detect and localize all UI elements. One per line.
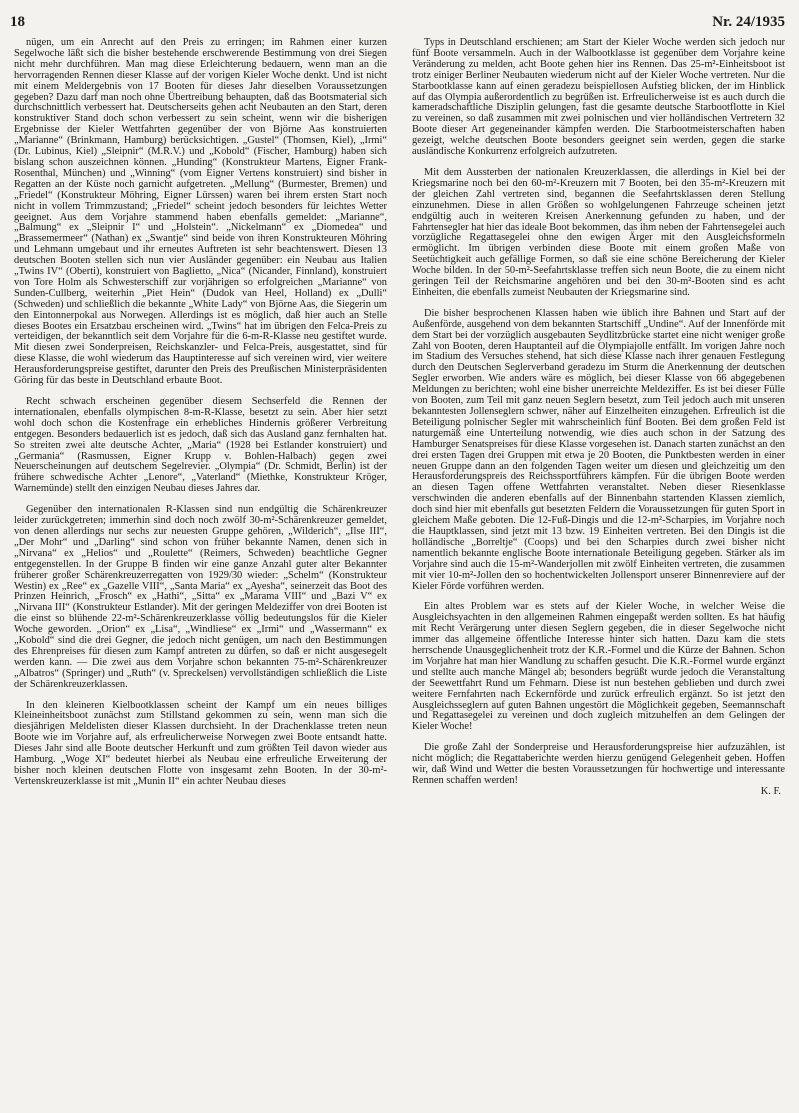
- paragraph: Typs in Deutschland erschienen; am Start der Kieler Woche werden sich jedoch nur fünf Boote versammeln. Auch in der Walbootklasse ist gegenüber dem Vorjahre keine Veränderung zu melden, acht Boote gehen hier ins Rennen. Das 25-m²-Einheitsboot ist trotz einiger Berliner Neubauten wiederum nicht auf der Kieler Woche vertreten. Nur die Starbootklasse kann auf einen geradezu beispiellosen Aufstieg blicken, der im Hinblick auf das Olympia außerordentlich zu begrüßen ist. Erfreulicherweise ist es auch durch die kameradschaftliche Disziplin gelungen, fast die gesamte deutsche Starbootflotte in Kiel zu vereinen, so daß zusammen mit zwei polnischen und vier holländischen Vertretern 32 Boote dieser Art gegeneinander kämpfen werden. Die Starbootmeisterschaften haben gezeigt, welche deutschen Boote besonders geeignet sein werden, gegen die starke ausländische Konkurrenz erfolgreich aufzutreten.: [412, 38, 785, 158]
- paragraph: Recht schwach erscheinen gegenüber diesem Sechserfeld die Rennen der internationalen, ebenfalls olympischen 8-m-R-Klasse, besetzt zu sein. Aber hier setzt wohl doch schon die Kostenfrage ein erhebliches Hindernis größerer Verbreitung entgegen. Besonders bedauerlich ist es jedoch, daß sich das Ausland ganz fernhalten hat. So streiten zwei alte deutsche Achter, „Maria“ (1928 bei Estlander konstruiert) und „Germania“ (Rasmussen, Eigner Krupp v. Bohlen-Halbach) gegen zwei Neuerscheinungen auf deutschem Segelrevier. „Olympia“ (Dr. Schmidt, Berlin) ist der frühere schwedische Achter „Lenore“, „Vaterland“ (Miethke, Konstrukteur Kröger, Warnemünde) stellt den einzigen Neubau dieses Jahres dar.: [14, 396, 387, 495]
- right-column: [412, 38, 785, 1106]
- article-body: [14, 38, 785, 1106]
- paragraph: In den kleineren Kielbootklassen scheint der Kampf um ein neues billiges Kleineinheitsboot zunächst zum Stillstand gekommen zu sein, wenn man sich die diesjährigen Meldelisten dieser Klassen durchsieht. In der Drachenklasse treten neun Boote wie im Vorjahre auf, als erfreulicherweise Norwegen zwei Boote entsandt hatte. Dieses Jahr sind alle Boote deutscher Herkunft und zum größten Teil davon wieder aus Hamburg. „Woge XI“ bedeutet hierbei als Neubau eine erfreuliche Erweiterung der bisher noch kleinen deutschen Flotte von insgesamt zehn Booten. In der 30-m²-Vertenskreuzerklasse ist mit „Munin II“ ein achter Neubau dieses: [14, 699, 387, 787]
- paragraph: Die bisher besprochenen Klassen haben wie üblich ihre Bahnen und Start auf der Außenförde, ausgehend von dem bekannten Startschiff „Undine“. Auf der Innenförde mit dem Start bei der vorzüglich ausgebauten Seydlitzbrücke startet eine nicht weniger große Zahl von Booten, deren Hauptanteil auf die Olympiajolle entfällt. Im vorigen Jahre noch im Stadium des Versuches stehend, hat sich diese Klasse nach ihrer genauen Festlegung durch den Deutschen Seglerverband geradezu im Sturm die Anerkennung der deutschen Segler erworben. Wie anders wäre es möglich, bei dieser Klasse von 66 abgegebenen Meldungen zu berichten; wohl eine bisher unerreichte Meldeziffer. Es ist bei dieser Fülle von Booten, zum Teil mit ganz neuen Seglern besetzt, zum Teil jedoch auch mit unseren bekanntesten Jollenseglern schwer, näher auf Einzelheiten einzugehen. Erfreulich ist die Beteiligung polnischer Segler mit wahrscheinlich fünf Booten. Bei dem großen Feld ist naturgemäß eine Unterteilung notwendig, wie dies auch schon in der Satzung des Hamburger Senatspreises für diese Klasse vorgesehen ist. Danach starten zunächst an den drei ersten Tagen drei Gruppen mit etwa je 20 Booten, die Punktbesten werden in einer neuen Gruppe dann an den folgenden Tagen weiter um diesen und gleichzeitig um den Herausforderungspreis des Reichssportführers kämpfen. Für die übrigen Boote werden an diesen Tagen offene Wettfahrten veranstaltet. Neben dieser Riesenklasse verschwinden die anderen ebenfalls auf der Binnenbahn startenden Klassen ziemlich, doch sind hier mit ebenfalls gut besetzten Feldern die Voraussetzungen für guten Sport in gleichem Maße geboten. Die 12-Fuß-Dingis und die 12-m²-Scharpies, im Vorjahre noch die Hauptklassen, sind jetzt mit 13 bzw. 19 Einheiten vertreten. Bei den Dingis ist die holländische „Borreltje“ (Coops) und bei den Scharpies durch zwei bisher nicht namentlich bekannte englische Boote internationale Beteiligung gegeben. Stärker als im Vorjahre sind auch die 15-m²-Wanderjollen mit zwölf Einheiten vertreten, die zusammen mit vier 10-m²-Jollen den so hochentwickelten Jollensport unserer Binnenreviere auf der Kieler Förde vorführen werden.: [412, 307, 785, 592]
- page-header: [10, 14, 785, 36]
- issue-number: Nr. 24/1935: [712, 14, 785, 30]
- paragraph: Mit dem Aussterben der nationalen Kreuzerklassen, die allerdings in Kiel bei der Kriegsmarine noch bei den 60-m²-Kreuzern mit 7 Booten, bei den 35-m²-Kreuzern mit der gleichen Zahl vertreten sind, begannen die Seefahrtsklassen deren Stellung einzunehmen. Diese in allen Größen so wohlgelungenen Fahrzeuge scheinen jetzt endgültig auch in weiteren Kreisen Anerkennung gefunden zu haben, und der Fahrtensegler hat hier das ideale Boot bekommen, das ihm neben der Fahrtensegelei auch vorzügliche Regattasegelei ohne den ewigen Ärger mit den Ausgleichsformeln ermöglicht. Im übrigen verbinden diese Boote mit einem großen Maße von Seetüchtigkeit auch gefällige Formen, so daß sie eine schöne Bereicherung der Kieler Woche bilden. In der 50-m²-Seefahrtsklasse treffen sich neun Boote, die zu einem nicht geringen Teil der Reichsmarine angehören und bei den 30-m²-Booten sind es acht Einheiten, die ebenfalls zumeist Neubauten der Kriegsmarine sind.: [412, 166, 785, 298]
- author-signature: K. F.: [760, 785, 781, 797]
- paragraph: Die große Zahl der Sonderpreise und Herausforderungspreise hier aufzuzählen, ist nicht möglich; die Regattaberichte werden hierzu genügend Gelegenheit geben. Hoffen wir, daß Wind und Wetter die besten Voraussetzungen für hochwertige und interessante Rennen schaffen werden!: [412, 742, 785, 786]
- left-column: [14, 38, 387, 1106]
- paragraph: nügen, um ein Anrecht auf den Preis zu erringen; im Rahmen einer kurzen Segelwoche läßt sich die bisher bestehende erschwerende Bestimmung von drei Siegen nicht mehr durchführen. Man mag diese Erleichterung bedauern, wenn man an die hervorragenden Rennen dieser Klasse auf der vorigen Kieler Woche denkt. Und ist nicht mit einem Meldergebnis von 17 Booten für dieses Jahr dieselben Voraussetzungen gegeben? Dazu darf man noch ohne Übertreibung behaupten, daß das Bootsmaterial sich durchschnittlich verbessert hat. Deutscherseits gehen acht Neubauten an den Start, deren konstruktiver Stand doch schon verbessert zu sein scheint, wenn wir die bisherigen Ergebnisse der Kieler Wettfahrten gegenüber der von Björne Aas konstruierten „Marianne“ (Brinkmann, Hamburg) berücksichtigen. „Gustel“ (Thomsen, Kiel), „Irmi“ (Dr. Lubinus, Kiel) „Sleipnir“ (M.R.V.) und „Kobold“ (Fischer, Hamburg) haben sich bislang schon auszeichnen können. „Hunding“ (Konstrukteur Martens, Eigner Frank-Rosenthal, München) und „Winning“ (vom Eigner Vertens konstruiert) sind bisher in Regatten an der Küste noch garnicht aufgetreten. „Mellung“ (Burmester, Bremen) und „Friedel“ (Konstrukteur Möhring, Eigner Lürssen) waren bei ihrem ersten Start noch nicht in vollem Trimmzustand; „Friedel“ scheint jedoch besonders für leichtes Wetter geeignet. Aus dem Vorjahre stammend haben ebenfalls gemeldet: „Marianne“, „Balmung“ ex „Sleipnir I“ und „Holstein“. „Nickelmann“ ex „Diomedea“ und „Brassemermeer“ (Nathan) ex „Swantje“ sind beide von ihren Konstrukteuren Möhring und Lehmann umgebaut und ihr erneutes Auftreten ist sehr beachtenswert. Diesen 13 deutschen Booten stellen sich nun vier Ausländer gegenüber: ein Neubau aus Italien „Twins IV“ (Oberti), konstruiert von Baglietto, „Nica“ (Nicander, Finnland), konstruiert von Tore Holm als Schwesterschiff zur vorjährigen so erfolgreichen „Marianne“ von Sunden-Cullberg, weiterhin „Piet Hein“ (Dudok van Heel, Holland) ex „Dulli“ (Schweden) und schließlich die bekannte „White Lady“ von Björne Aas, die Siegerin um den Eintonnerpokal aus Norwegen. Allerdings ist es möglich, daß hier auch an Stelle dieses Bootes ein Ersatzbau erscheinen wird. „Twins“ hat im übrigen den Felca-Preis zu verteidigen, der bekanntlich seit dem Vorjahre für die 6-m-R-Klasse neu gestiftet wurde. Mit diesen zwei Sonderpreisen, Reichskanzler- und Felca-Preis, ausgestattet, sind für diese Klasse, die wohl wiederum das Hauptinteresse auf sich vereinen wird, vier weitere Herausforderungspreise gestiftet, darunter den Preis des Preußischen Ministerpräsidenten Göring für das beste in Deutschland erbaute Boot.: [14, 38, 387, 387]
- page-number: 18: [10, 14, 25, 30]
- paragraph: Ein altes Problem war es stets auf der Kieler Woche, in welcher Weise die Ausgleichsyachten in den allgemeinen Rahmen eingepaßt werden sollten. Es hat häufig mit Recht Verärgerung unter diesen Seglern gegeben, die in dieser Segelwoche nicht immer das allgemeine öffentliche Interesse hinter sich hatten. Dazu kam die stets herrschende Unausgeglichenheit trotz der K.R.-Formel und die Kürze der Bahnen. Schon im Vorjahre hat man hier Wandlung zu schaffen gesucht. Die K.R.-Formel wurde ergänzt und stellte auch manche Mängel ab; besonders begrüßt wurde jedoch die Veranstaltung der Seewettfahrt Rund um Fehmarn. Diese ist nun bestehen geblieben und durch zwei weitere Fernfahrten nach Eckernförde und zurück erfreulich ergänzt. So ist jetzt den Ausgleichsseglern auf guten Bahnen ungestört die Möglichkeit gegeben, Seemannschaft und Regattasegelei zu vereinen und doch zugleich mitzuhelfen an dem Gelingen der Kieler Woche!: [412, 601, 785, 733]
- paragraph: Gegenüber den internationalen R-Klassen sind nun endgültig die Schärenkreuzer leider zurückgetreten; immerhin sind doch noch zwölf 30-m²-Schärenkreuzer gemeldet, von denen allerdings nur sechs zur neuesten Gruppe gehören, „Wilderich“, „Ilse III“, „Der Mohr“ und „Darling“ sind schon von früher bekannte Namen, denen sich in „Nirvana“ ex „Helios“ und „Roulette“ (Reimers, Schweden) beachtliche Gegner entgegenstellen. In der Gruppe B finden wir eine ganze Anzahl guter alter Bekannter früherer großer Schärenkreuzerregatten von 1929/30 wieder: „Schelm“ (Konstrukteur Westin) ex „Ree“ ex „Gazelle VIII“, „Santa Maria“ ex „Ayesha“, seinerzeit das Boot des Prinzen Heinrich, „Frosch“ ex „Hathi“, „Sitta“ ex „Marama VIII“ und „Bazi V“ ex „Nirvana III“ (Konstrukteur Estlander). Mit der geringen Meldeziffer von drei Booten ist die einst so blühende 22-m²-Schärenkreuzerklasse völlig bedeutungslos für die Kieler Woche geworden. „Orion“ ex „Lisa“, „Windliese“ ex „Irmi“ und „Wassermann“ ex „Kobold“ sind die drei Gegner, die jedoch nicht genügen, um nach den Bestimmungen des Ehrenpreises für diesen zum Kampf antreten zu dürfen, so daß er nicht ausgesegelt werden kann. — Die zwei aus dem Vorjahre schon bekannten 75-m²-Schärenkreuzer „Albatros“ (Springer) und „Ruth“ (v. Spreckelsen) vervollständigen schließlich die Liste der Schärenkreuzerklassen.: [14, 504, 387, 690]
